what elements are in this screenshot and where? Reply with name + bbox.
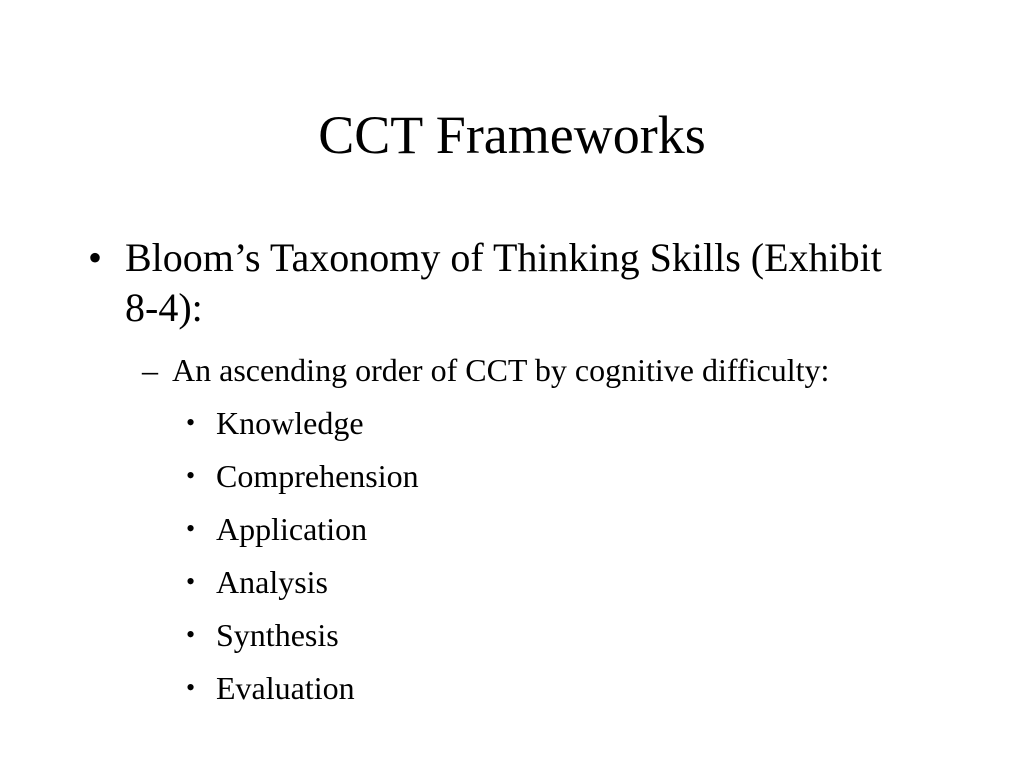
bullet-marker: •	[186, 514, 196, 543]
list-item-text: Analysis	[216, 564, 328, 600]
list-item	[0, 668, 1024, 721]
list-item-text: Comprehension	[216, 458, 419, 494]
list-item	[0, 615, 1024, 668]
list-item-text: Synthesis	[216, 617, 339, 653]
taxonomy-list	[0, 403, 1024, 721]
sub-bullet-text: An ascending order of CCT by cognitive difficulty:	[172, 352, 830, 388]
bullet-marker: •	[88, 235, 103, 280]
bullet-marker: •	[186, 567, 196, 596]
list-item	[0, 456, 1024, 509]
list-item	[0, 562, 1024, 615]
list-item-text: Application	[216, 511, 368, 547]
bullet-marker: •	[186, 461, 196, 490]
bullet-marker: •	[186, 620, 196, 649]
dash-marker: –	[142, 352, 158, 388]
bullet-marker: •	[186, 673, 196, 702]
list-item-text: Evaluation	[216, 670, 355, 706]
list-item	[0, 403, 1024, 456]
list-item-text: Knowledge	[216, 405, 364, 441]
bullet-marker: •	[186, 408, 196, 437]
slide-title: CCT Frameworks	[318, 105, 706, 165]
bullet-text: Bloom’s Taxonomy of Thinking Skills (Exhibit 8-4):	[125, 235, 882, 330]
list-item	[0, 509, 1024, 562]
